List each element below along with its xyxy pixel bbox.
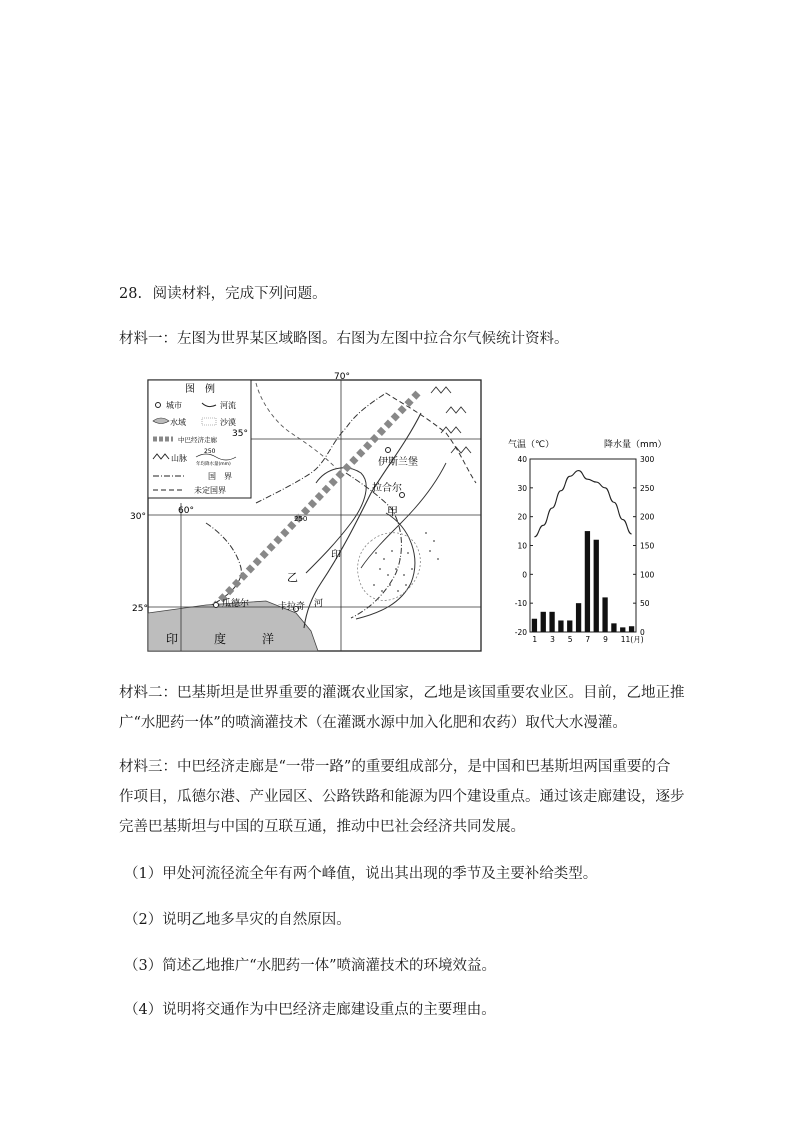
temp-tick-label: -10: [514, 599, 527, 609]
precip-tick-label: 100: [640, 570, 655, 580]
precip-bar-10: [611, 623, 616, 632]
precip-tick-label: 150: [640, 541, 655, 551]
month-tick-label: 7: [585, 635, 591, 644]
temp-tick-label: 40: [517, 455, 527, 464]
legend-city: 城市: [166, 401, 182, 410]
month-tick-label: 9: [603, 635, 608, 644]
precip-tick-label: 0: [640, 628, 645, 637]
month-tick-label: 1: [532, 635, 538, 644]
chart-right-axis-label: 降水量（mm）: [604, 440, 667, 450]
sub-question-1: （1）甲处河流径流全年有两个峰值，说出其出现的季节及主要补给类型。: [124, 866, 598, 882]
precip-bar-6: [576, 603, 581, 632]
place-lahore: 拉合尔: [372, 483, 402, 494]
precip-bar-5: [567, 620, 572, 632]
precip-tick-label: 50: [640, 599, 650, 609]
material-one: 材料一：左图为世界某区域略图。右图为左图中拉合尔气候统计资料。: [119, 331, 569, 347]
legend-isohyet: 年均降水量(mm): [196, 462, 231, 467]
legend-river: 河流: [220, 401, 236, 410]
temp-tick-label: 10: [517, 541, 527, 551]
question-header: [119, 284, 327, 304]
question-prompt: 阅读材料，完成下列问题。: [152, 286, 327, 302]
temp-tick-label: -20: [514, 628, 527, 637]
precip-bar-1: [532, 619, 537, 632]
place-river-he: 河: [314, 599, 324, 609]
material-two-line-2: 广“水肥药一体”的喷滴灌技术（在灌溉水源中加入化肥和农药）取代大水漫灌。: [119, 715, 627, 731]
place-indus-yin: 印: [331, 550, 341, 561]
sub-question-3: （3）简述乙地推广“水肥药一体”喷滴灌技术的环境效益。: [124, 958, 497, 974]
precip-bar-8: [594, 540, 599, 632]
precip-tick-label: 250: [640, 483, 655, 493]
material-three-line-1: 材料三：中巴经济走廊是“一带一路”的重要组成部分，是中国和巴基斯坦两国重要的合: [119, 759, 671, 775]
sub-question-2: （2）说明乙地多旱灾的自然原因。: [124, 912, 351, 928]
legend-desert: 沙漠: [220, 418, 236, 427]
islamabad-city-icon: [386, 448, 391, 453]
isohyet-label: 250: [294, 515, 308, 523]
legend-corridor: 中巴经济走廊: [178, 436, 217, 444]
material-two-line-1: 材料二：巴基斯坦是世界重要的灌溉农业国家，乙地是该国重要农业区。目前，乙地正推: [119, 685, 685, 701]
legend-undefined-border: 未定国界: [194, 486, 226, 495]
precip-bar-2: [541, 612, 546, 632]
lon-60: 60°: [178, 506, 194, 516]
lat-30: 30°: [130, 512, 146, 522]
temp-tick-label: 20: [517, 512, 527, 522]
legend-mountain: 山脉: [171, 454, 187, 463]
precip-tick-label: 200: [640, 512, 655, 522]
lat-35: 35°: [232, 429, 248, 439]
place-gwadar: 瓜德尔: [222, 599, 250, 609]
place-jia: 甲: [387, 505, 398, 518]
temperature-curve: [534, 471, 631, 537]
lat-25: 25°: [132, 604, 148, 614]
precip-bar-12: [629, 626, 634, 632]
chart-left-axis-label: 气温（℃）: [508, 440, 555, 450]
precip-bar-11: [620, 627, 625, 632]
place-yi: 乙: [287, 571, 298, 584]
climate-chart: [508, 437, 668, 647]
material-three-line-2: 作项目，瓜德尔港、产业园区、公路铁路和能源为四个建设重点。通过该走廊建设，逐步: [119, 789, 685, 805]
legend-title: 图 例: [185, 384, 215, 395]
month-tick-label: 5: [567, 635, 573, 644]
sub-question-4: （4）说明将交通作为中巴经济走廊建设重点的主要理由。: [124, 1002, 496, 1018]
place-islamabad: 伊斯兰堡: [378, 457, 418, 468]
temp-tick-label: 0: [522, 570, 527, 580]
precip-bar-4: [558, 620, 563, 632]
lon-70: 70°: [334, 372, 350, 382]
temp-tick-label: 30: [517, 483, 527, 493]
map-legend: [148, 380, 251, 498]
precip-bar-9: [602, 597, 607, 632]
place-karachi: 卡拉奇: [278, 602, 306, 612]
legend-water: 水域: [170, 418, 186, 427]
region-map: [130, 372, 486, 655]
month-tick-label: 3: [550, 635, 555, 644]
precip-bar-7: [585, 531, 590, 632]
month-tick-label: 11(月): [620, 635, 644, 644]
place-indian-ocean: 印 度 洋: [166, 632, 287, 646]
precip-tick-label: 300: [640, 455, 655, 464]
precip-bar-3: [549, 612, 554, 632]
material-three-line-3: 完善巴基斯坦与中国的互联互通，推动中巴社会经济共同发展。: [119, 819, 525, 835]
gwadar-city-icon: [214, 603, 219, 608]
legend-isohyet-value: 250: [204, 448, 216, 455]
question-number: 28.: [119, 286, 143, 302]
legend-border: 国 界: [208, 472, 232, 481]
